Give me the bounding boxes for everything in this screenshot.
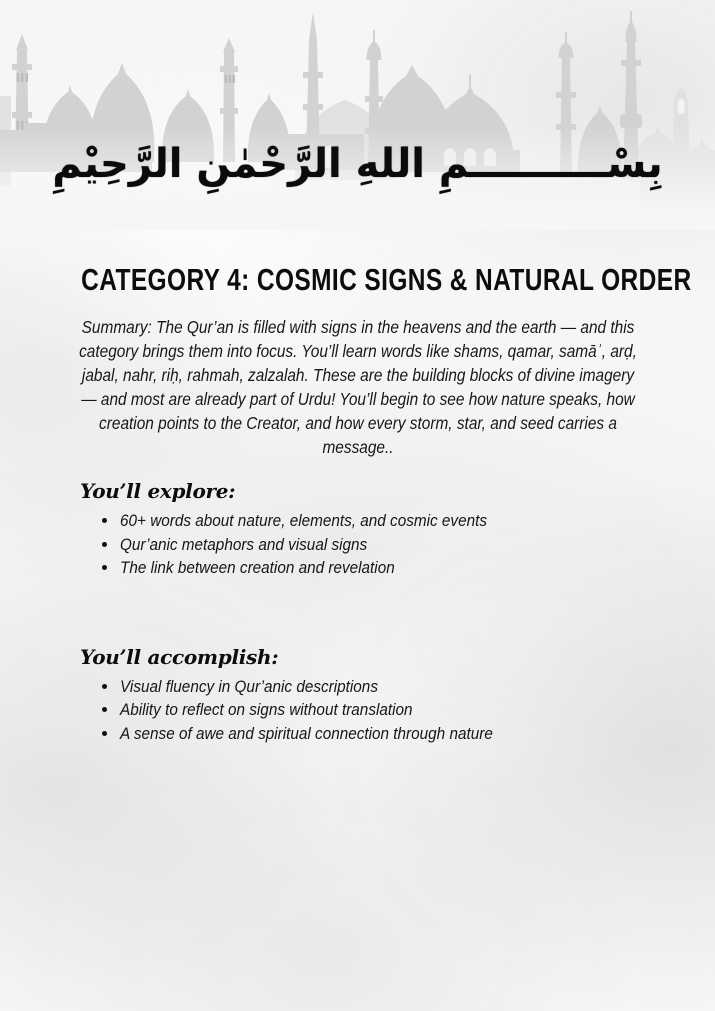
bullet-dot-icon [102, 707, 107, 712]
accomplish-heading: You’ll accomplish: [80, 644, 279, 669]
list-item: Visual fluency in Qur’anic descriptions [102, 675, 715, 699]
list-item: 60+ words about nature, elements, and cosmic events [102, 509, 715, 533]
list-item: Ability to reflect on signs without translation [102, 698, 715, 722]
explore-section [80, 480, 715, 580]
list-item: A sense of awe and spiritual connection through nature [102, 722, 715, 746]
list-item: Qur’anic metaphors and visual signs [102, 533, 715, 557]
bismillah-calligraphy: بِسْــــــــــمِ اللهِ الرَّحْمٰنِ الرَّحِيْمِ [52, 141, 663, 187]
summary-paragraph: Summary: The Qur’an is filled with signs in the heavens and the earth — and this category brings them into focus. You’ll learn words like shams, qamar, samāʾ, arḍ, jabal, nahr, riḥ, rahmah, zalzalah. These are the building blocks of divine imagery — and most are already part of Urdu! You’ll begin to see how nature speaks, how creation points to the Creator, and how every storm, star, and seed carries a message.. [78, 317, 637, 457]
bullet-dot-icon [102, 518, 107, 523]
accomplish-list [80, 675, 715, 746]
list-item: The link between creation and revelation [102, 556, 715, 580]
explore-heading: You’ll explore: [80, 479, 236, 503]
explore-list [80, 509, 715, 580]
bullet-dot-icon [102, 684, 107, 689]
page-title: CATEGORY 4: COSMIC SIGNS & NATURAL ORDER [81, 262, 692, 297]
accomplish-section [80, 646, 715, 746]
bullet-dot-icon [102, 542, 107, 547]
bullet-dot-icon [102, 565, 107, 570]
bullet-dot-icon [102, 731, 107, 736]
